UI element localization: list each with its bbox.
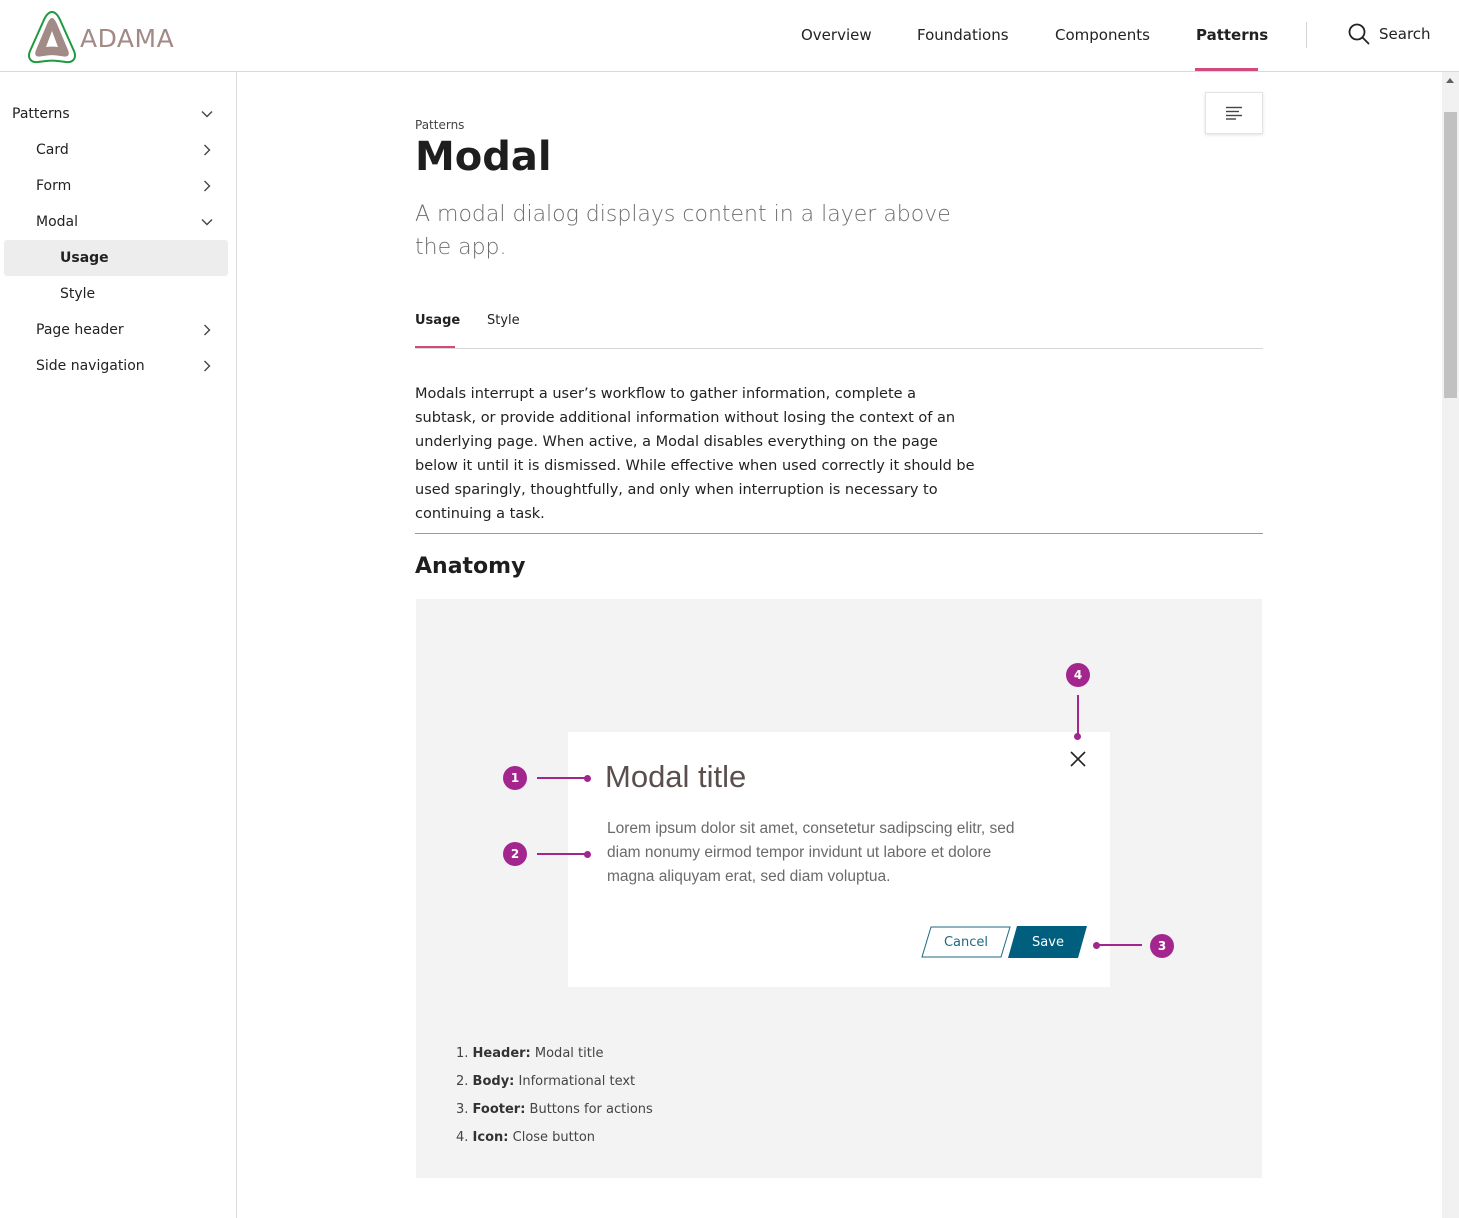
side-navigation (0, 72, 237, 1218)
chevron-right-icon (200, 179, 214, 193)
marker-1-leader (537, 777, 587, 779)
search-label: Search (1379, 25, 1431, 43)
section-divider (415, 533, 1263, 534)
close-icon[interactable] (1069, 750, 1087, 768)
search-button[interactable] (1347, 22, 1431, 46)
legend-term: Footer: (472, 1102, 526, 1117)
sidebar-item-style[interactable] (0, 276, 228, 312)
sidebar-item-label: Side navigation (36, 358, 145, 374)
scrollbar-thumb[interactable] (1444, 112, 1457, 398)
sidebar-item-label: Card (36, 142, 69, 158)
nav-overview[interactable]: Overview (801, 26, 872, 44)
legend-number: 3. (456, 1102, 469, 1117)
sidebar-item-card[interactable] (0, 132, 228, 168)
sidebar-item-label: Patterns (12, 106, 70, 122)
breadcrumb[interactable]: Patterns (415, 118, 465, 132)
chevron-right-icon (200, 359, 214, 373)
marker-2-leader (537, 853, 587, 855)
tab-style[interactable]: Style (487, 313, 520, 328)
legend-number: 2. (456, 1074, 469, 1089)
legend-number: 1. (456, 1046, 469, 1061)
sidebar-item-label: Modal (36, 214, 78, 230)
sidebar-item-label: Usage (60, 250, 109, 266)
save-button-label: Save (1032, 934, 1064, 950)
sidebar-item-side-navigation[interactable] (0, 348, 228, 384)
section-title-anatomy: Anatomy (415, 554, 526, 579)
tab-active-indicator (415, 346, 455, 348)
cancel-button[interactable] (921, 926, 1011, 958)
sidebar-item-label: Style (60, 286, 96, 302)
nav-patterns[interactable]: Patterns (1196, 26, 1269, 44)
modal-body-text: Lorem ipsum dolor sit amet, consetetur sadipscing elitr, sed diam nonumy eirmod tempor invidunt ut labore et dolore magna aliquyam erat, sed diam voluptua. (607, 820, 1015, 885)
nav-foundations[interactable]: Foundations (917, 26, 1009, 44)
modal-title: Modal title (605, 759, 747, 794)
page-lede: A modal dialog displays content in a layer above the app. (415, 202, 951, 260)
adama-logo-icon (26, 9, 78, 65)
legend-term: Icon: (472, 1130, 509, 1145)
anatomy-illustration (416, 599, 1262, 1178)
legend-item (456, 1097, 653, 1125)
nav-divider (1306, 22, 1307, 48)
legend-description: Close button (512, 1130, 596, 1145)
anatomy-legend (456, 1041, 653, 1153)
sidebar-item-patterns[interactable] (0, 96, 228, 132)
top-bar (0, 0, 1459, 72)
marker-4-dot (1074, 733, 1081, 740)
save-button[interactable] (1008, 926, 1088, 958)
legend-description: Modal title (534, 1046, 604, 1061)
legend-term: Body: (472, 1074, 515, 1089)
marker-1-dot (584, 775, 591, 782)
marker-3-leader (1096, 944, 1142, 946)
anatomy-marker-3: 3 (1150, 934, 1174, 958)
brand-logo[interactable] (26, 8, 186, 66)
chevron-down-icon (200, 215, 214, 229)
menu-lines-icon (1225, 106, 1243, 120)
marker-4-leader (1077, 695, 1079, 735)
scroll-up-arrow-icon[interactable] (1446, 78, 1454, 83)
chevron-right-icon (200, 323, 214, 337)
sidebar-item-usage[interactable] (4, 240, 228, 276)
tab-usage[interactable]: Usage (415, 313, 461, 328)
legend-item (456, 1041, 653, 1069)
sidebar-item-modal[interactable] (0, 204, 228, 240)
sidebar-item-label: Page header (36, 322, 124, 338)
intro-paragraph: Modals interrupt a user’s workflow to gather information, complete a subtask, or provide additional information without losing the context of an underlying page. When active, a Modal disables everything on the page below it until it is dismissed. While effective when used correctly it should be used sparingly, thoughtfully, and only when interruption is necessary to continuing a task. (415, 386, 975, 522)
legend-item (456, 1125, 653, 1153)
legend-number: 4. (456, 1130, 469, 1145)
nav-active-indicator (1195, 68, 1258, 71)
nav-components[interactable]: Components (1055, 26, 1150, 44)
chevron-right-icon (200, 143, 214, 157)
anatomy-marker-2: 2 (503, 842, 527, 866)
sidebar-item-page-header[interactable] (0, 312, 228, 348)
legend-term: Header: (472, 1046, 531, 1061)
anatomy-marker-4: 4 (1066, 663, 1090, 687)
page-tabs (415, 300, 1263, 349)
modal-example (568, 732, 1110, 987)
table-of-contents-button[interactable] (1205, 92, 1263, 134)
page-title: Modal (415, 134, 552, 180)
sidebar-item-label: Form (36, 178, 72, 194)
sidebar-item-form[interactable] (0, 168, 228, 204)
cancel-button-label: Cancel (943, 934, 989, 950)
search-icon (1347, 22, 1371, 46)
page-scrollbar[interactable] (1442, 72, 1459, 1218)
anatomy-marker-1: 1 (503, 766, 527, 790)
legend-item (456, 1069, 653, 1097)
marker-2-dot (584, 851, 591, 858)
legend-description: Buttons for actions (529, 1102, 653, 1117)
legend-description: Informational text (518, 1074, 636, 1089)
chevron-down-icon (200, 107, 214, 121)
brand-name: ADAMA (80, 23, 175, 53)
